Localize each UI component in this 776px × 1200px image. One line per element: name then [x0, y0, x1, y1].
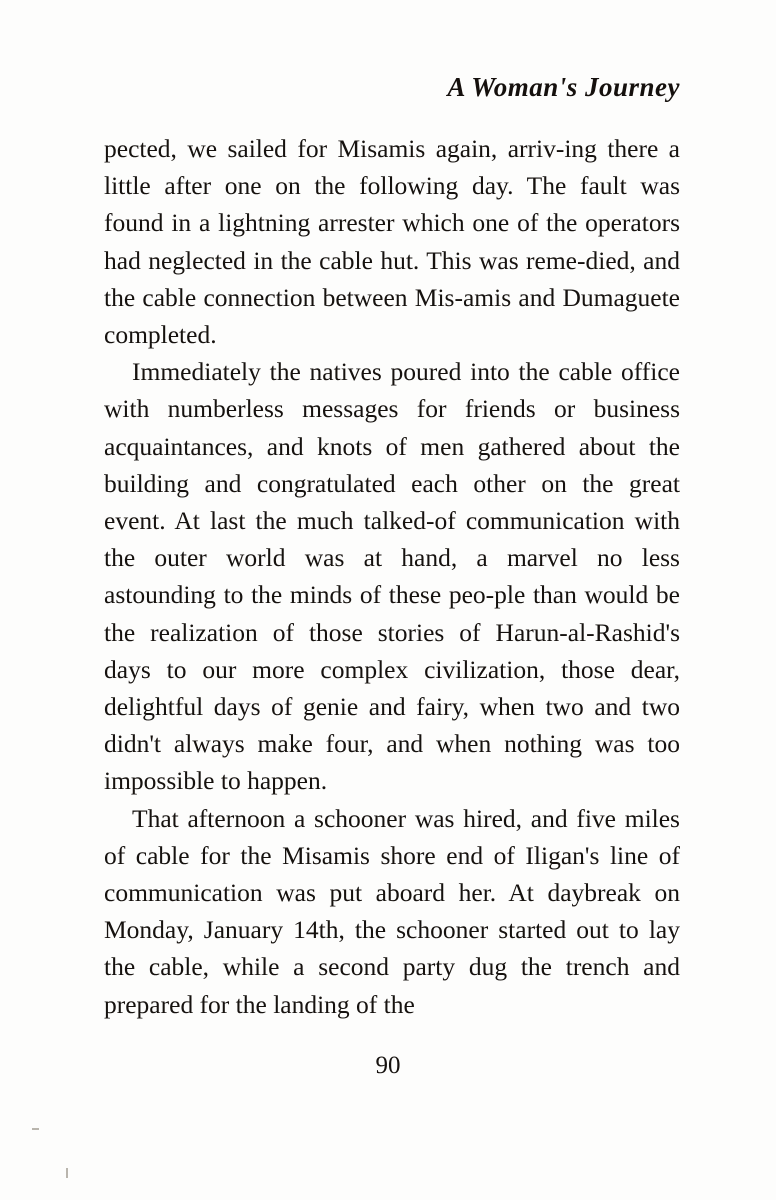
running-head-title: A Woman's Journey: [447, 72, 680, 102]
paragraph: pected, we sailed for Misamis again, arriv-ing there a little after one on the following day. The fault was found in a lightning arrester which one of the operators had neglected in the cable hut. This was reme-died, and the cable connection between Mis-amis and Dumaguete completed.: [104, 134, 680, 350]
scan-speck: [66, 1168, 68, 1178]
scan-speck: [32, 1128, 39, 1130]
page-body-text: [104, 130, 680, 1023]
page-number: 90: [375, 1052, 401, 1079]
paragraph: That afternoon a schooner was hired, and five miles of cable for the Misamis shore end of Iligan's line of communication was put aboard her. At daybreak on Monday, January 14th, the schooner started out to lay the cable, while a second party dug the trench and prepared for the landing of the: [104, 803, 680, 1019]
paragraph: Immediately the natives poured into the cable office with numberless messages for friends or business acquaintances, and knots of men gathered about the building and congratulated each other on the great event. At last the much talked-of communication with the outer world was at hand, a marvel no less astounding to the minds of these peo-ple than would be the realization of those stories of Harun-al-Rashid's days to our more complex civilization, those dear, delightful days of genie and fairy, when two and two didn't always make four, and when nothing was too impossible to happen.: [104, 357, 680, 796]
